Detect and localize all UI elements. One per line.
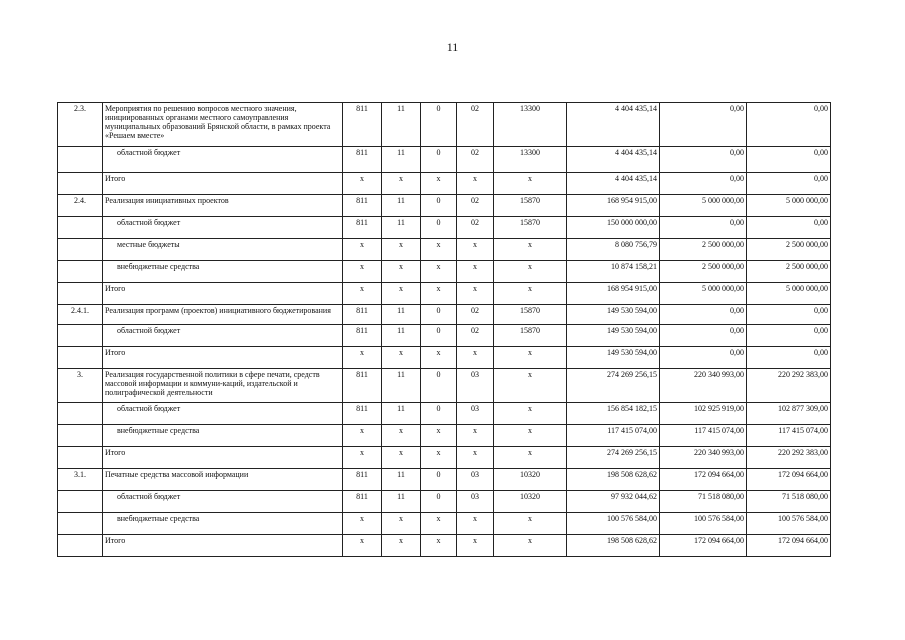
row-description: Итого — [103, 535, 343, 557]
amount-year-2: 0,00 — [660, 217, 747, 239]
row-description: Реализация государственной политики в сфере печати, средств массовой информации и коммуни-каций, издательской и полиграфической деятельности — [103, 369, 343, 403]
row-number: 3.1. — [58, 469, 103, 491]
code-program: 03 — [457, 491, 494, 513]
amount-year-2: 5 000 000,00 — [660, 195, 747, 217]
table-row — [58, 347, 831, 369]
code-section: x — [382, 261, 421, 283]
code-section: 11 — [382, 325, 421, 347]
code-ministry: x — [343, 535, 382, 557]
amount-year-1: 100 576 584,00 — [567, 513, 660, 535]
row-description: Итого — [103, 283, 343, 305]
amount-year-2: 172 094 664,00 — [660, 469, 747, 491]
amount-year-1: 168 954 915,00 — [567, 283, 660, 305]
code-ministry: 811 — [343, 325, 382, 347]
amount-year-2: 172 094 664,00 — [660, 535, 747, 557]
amount-year-1: 198 508 628,62 — [567, 535, 660, 557]
amount-year-1: 156 854 182,15 — [567, 403, 660, 425]
amount-year-3: 100 576 584,00 — [747, 513, 831, 535]
amount-year-1: 4 404 435,14 — [567, 103, 660, 147]
table-row — [58, 469, 831, 491]
amount-year-3: 0,00 — [747, 325, 831, 347]
code-program: x — [457, 239, 494, 261]
table-row — [58, 261, 831, 283]
row-description: областной бюджет — [103, 217, 343, 239]
code-direction: x — [494, 425, 567, 447]
code-section: 11 — [382, 147, 421, 173]
code-direction: x — [494, 239, 567, 261]
code-direction: 10320 — [494, 469, 567, 491]
code-subprogram: x — [421, 173, 457, 195]
amount-year-3: 0,00 — [747, 103, 831, 147]
code-direction: 15870 — [494, 325, 567, 347]
code-program: x — [457, 347, 494, 369]
code-subprogram: x — [421, 347, 457, 369]
amount-year-2: 71 518 080,00 — [660, 491, 747, 513]
amount-year-1: 8 080 756,79 — [567, 239, 660, 261]
amount-year-1: 10 874 158,21 — [567, 261, 660, 283]
row-number — [58, 491, 103, 513]
amount-year-1: 117 415 074,00 — [567, 425, 660, 447]
code-ministry: x — [343, 425, 382, 447]
code-section: 11 — [382, 403, 421, 425]
code-direction: x — [494, 369, 567, 403]
amount-year-3: 0,00 — [747, 217, 831, 239]
code-section: 11 — [382, 369, 421, 403]
code-ministry: x — [343, 447, 382, 469]
amount-year-3: 0,00 — [747, 173, 831, 195]
amount-year-3: 0,00 — [747, 305, 831, 325]
code-direction: x — [494, 403, 567, 425]
row-description: Реализация программ (проектов) инициативного бюджетирования — [103, 305, 343, 325]
code-subprogram: 0 — [421, 369, 457, 403]
code-direction: x — [494, 173, 567, 195]
amount-year-3: 71 518 080,00 — [747, 491, 831, 513]
code-subprogram: x — [421, 425, 457, 447]
code-program: 02 — [457, 217, 494, 239]
amount-year-2: 0,00 — [660, 173, 747, 195]
table-row — [58, 305, 831, 325]
table-row — [58, 239, 831, 261]
row-number — [58, 261, 103, 283]
amount-year-3: 5 000 000,00 — [747, 283, 831, 305]
code-direction: 13300 — [494, 103, 567, 147]
code-section: x — [382, 239, 421, 261]
code-section: 11 — [382, 491, 421, 513]
code-ministry: x — [343, 513, 382, 535]
amount-year-1: 149 530 594,00 — [567, 347, 660, 369]
code-program: x — [457, 283, 494, 305]
code-ministry: x — [343, 283, 382, 305]
code-program: x — [457, 447, 494, 469]
row-number: 2.3. — [58, 103, 103, 147]
row-description: Печатные средства массовой информации — [103, 469, 343, 491]
amount-year-3: 102 877 309,00 — [747, 403, 831, 425]
row-number: 2.4.1. — [58, 305, 103, 325]
amount-year-2: 220 340 993,00 — [660, 369, 747, 403]
row-description: внебюджетные средства — [103, 513, 343, 535]
amount-year-2: 0,00 — [660, 325, 747, 347]
amount-year-1: 149 530 594,00 — [567, 305, 660, 325]
code-ministry: x — [343, 239, 382, 261]
code-program: 03 — [457, 469, 494, 491]
code-program: x — [457, 513, 494, 535]
amount-year-3: 0,00 — [747, 347, 831, 369]
amount-year-3: 5 000 000,00 — [747, 195, 831, 217]
row-description: внебюджетные средства — [103, 425, 343, 447]
code-direction: 13300 — [494, 147, 567, 173]
page-number: 11 — [446, 40, 459, 54]
row-description: областной бюджет — [103, 491, 343, 513]
table-row — [58, 103, 831, 147]
code-subprogram: x — [421, 283, 457, 305]
code-section: x — [382, 513, 421, 535]
amount-year-3: 220 292 383,00 — [747, 369, 831, 403]
amount-year-2: 0,00 — [660, 305, 747, 325]
row-number — [58, 217, 103, 239]
table-row — [58, 491, 831, 513]
code-subprogram: x — [421, 535, 457, 557]
code-program: 02 — [457, 195, 494, 217]
code-subprogram: 0 — [421, 469, 457, 491]
code-direction: x — [494, 347, 567, 369]
code-program: x — [457, 425, 494, 447]
amount-year-1: 274 269 256,15 — [567, 447, 660, 469]
code-subprogram: x — [421, 447, 457, 469]
code-subprogram: 0 — [421, 217, 457, 239]
amount-year-2: 0,00 — [660, 147, 747, 173]
row-description: Итого — [103, 173, 343, 195]
code-ministry: 811 — [343, 491, 382, 513]
row-number — [58, 425, 103, 447]
row-number — [58, 535, 103, 557]
amount-year-3: 0,00 — [747, 147, 831, 173]
table-row — [58, 535, 831, 557]
amount-year-3: 2 500 000,00 — [747, 239, 831, 261]
amount-year-2: 102 925 919,00 — [660, 403, 747, 425]
row-number — [58, 447, 103, 469]
table-row — [58, 447, 831, 469]
code-direction: 15870 — [494, 217, 567, 239]
amount-year-1: 4 404 435,14 — [567, 173, 660, 195]
code-section: 11 — [382, 195, 421, 217]
code-section: 11 — [382, 305, 421, 325]
row-number: 2.4. — [58, 195, 103, 217]
code-ministry: x — [343, 347, 382, 369]
row-description: областной бюджет — [103, 325, 343, 347]
code-program: 02 — [457, 147, 494, 173]
code-direction: x — [494, 535, 567, 557]
code-subprogram: 0 — [421, 195, 457, 217]
amount-year-2: 5 000 000,00 — [660, 283, 747, 305]
amount-year-1: 198 508 628,62 — [567, 469, 660, 491]
row-number — [58, 239, 103, 261]
row-number — [58, 403, 103, 425]
row-number — [58, 173, 103, 195]
code-program: 02 — [457, 103, 494, 147]
code-program: 02 — [457, 305, 494, 325]
amount-year-2: 220 340 993,00 — [660, 447, 747, 469]
code-ministry: 811 — [343, 469, 382, 491]
amount-year-1: 150 000 000,00 — [567, 217, 660, 239]
code-subprogram: x — [421, 239, 457, 261]
code-ministry: x — [343, 173, 382, 195]
code-section: x — [382, 173, 421, 195]
code-subprogram: x — [421, 261, 457, 283]
code-section: x — [382, 447, 421, 469]
row-description: областной бюджет — [103, 147, 343, 173]
code-subprogram: 0 — [421, 325, 457, 347]
code-section: 11 — [382, 469, 421, 491]
table-row — [58, 217, 831, 239]
row-number — [58, 347, 103, 369]
row-number — [58, 283, 103, 305]
code-program: 03 — [457, 403, 494, 425]
table-row — [58, 325, 831, 347]
amount-year-2: 2 500 000,00 — [660, 239, 747, 261]
budget-table — [57, 102, 831, 557]
amount-year-2: 2 500 000,00 — [660, 261, 747, 283]
code-section: 11 — [382, 103, 421, 147]
code-section: x — [382, 425, 421, 447]
row-number — [58, 513, 103, 535]
code-direction: x — [494, 283, 567, 305]
code-ministry: 811 — [343, 403, 382, 425]
code-ministry: 811 — [343, 195, 382, 217]
table-row — [58, 195, 831, 217]
code-ministry: x — [343, 261, 382, 283]
code-direction: x — [494, 513, 567, 535]
code-subprogram: 0 — [421, 491, 457, 513]
amount-year-3: 117 415 074,00 — [747, 425, 831, 447]
amount-year-2: 0,00 — [660, 347, 747, 369]
code-direction: 15870 — [494, 305, 567, 325]
code-ministry: 811 — [343, 217, 382, 239]
table-row — [58, 425, 831, 447]
code-subprogram: 0 — [421, 305, 457, 325]
amount-year-1: 4 404 435,14 — [567, 147, 660, 173]
code-section: x — [382, 535, 421, 557]
table-row — [58, 513, 831, 535]
code-subprogram: 0 — [421, 147, 457, 173]
amount-year-3: 220 292 383,00 — [747, 447, 831, 469]
amount-year-1: 149 530 594,00 — [567, 325, 660, 347]
row-description: областной бюджет — [103, 403, 343, 425]
row-number — [58, 147, 103, 173]
code-ministry: 811 — [343, 147, 382, 173]
table-row — [58, 283, 831, 305]
code-ministry: 811 — [343, 369, 382, 403]
row-description: местные бюджеты — [103, 239, 343, 261]
table-row — [58, 147, 831, 173]
amount-year-3: 172 094 664,00 — [747, 469, 831, 491]
code-direction: 10320 — [494, 491, 567, 513]
amount-year-3: 172 094 664,00 — [747, 535, 831, 557]
code-ministry: 811 — [343, 305, 382, 325]
table-row — [58, 173, 831, 195]
table-row — [58, 403, 831, 425]
code-direction: x — [494, 261, 567, 283]
code-program: x — [457, 535, 494, 557]
amount-year-2: 0,00 — [660, 103, 747, 147]
code-program: x — [457, 173, 494, 195]
amount-year-2: 117 415 074,00 — [660, 425, 747, 447]
row-description: Реализация инициативных проектов — [103, 195, 343, 217]
code-section: 11 — [382, 217, 421, 239]
row-number: 3. — [58, 369, 103, 403]
amount-year-1: 97 932 044,62 — [567, 491, 660, 513]
code-program: 02 — [457, 325, 494, 347]
code-subprogram: 0 — [421, 103, 457, 147]
code-subprogram: x — [421, 513, 457, 535]
table-body — [58, 103, 831, 557]
row-number — [58, 325, 103, 347]
code-program: 03 — [457, 369, 494, 403]
table-row — [58, 369, 831, 403]
amount-year-1: 274 269 256,15 — [567, 369, 660, 403]
row-description: Итого — [103, 347, 343, 369]
code-direction: 15870 — [494, 195, 567, 217]
amount-year-2: 100 576 584,00 — [660, 513, 747, 535]
code-program: x — [457, 261, 494, 283]
code-subprogram: 0 — [421, 403, 457, 425]
code-section: x — [382, 283, 421, 305]
code-ministry: 811 — [343, 103, 382, 147]
row-description: Мероприятия по решению вопросов местного значения, инициированных органами местного самоуправления муниципальных образований Брянской области, в рамках проекта «Решаем вместе» — [103, 103, 343, 147]
amount-year-3: 2 500 000,00 — [747, 261, 831, 283]
code-section: x — [382, 347, 421, 369]
amount-year-1: 168 954 915,00 — [567, 195, 660, 217]
code-direction: x — [494, 447, 567, 469]
row-description: внебюджетные средства — [103, 261, 343, 283]
row-description: Итого — [103, 447, 343, 469]
